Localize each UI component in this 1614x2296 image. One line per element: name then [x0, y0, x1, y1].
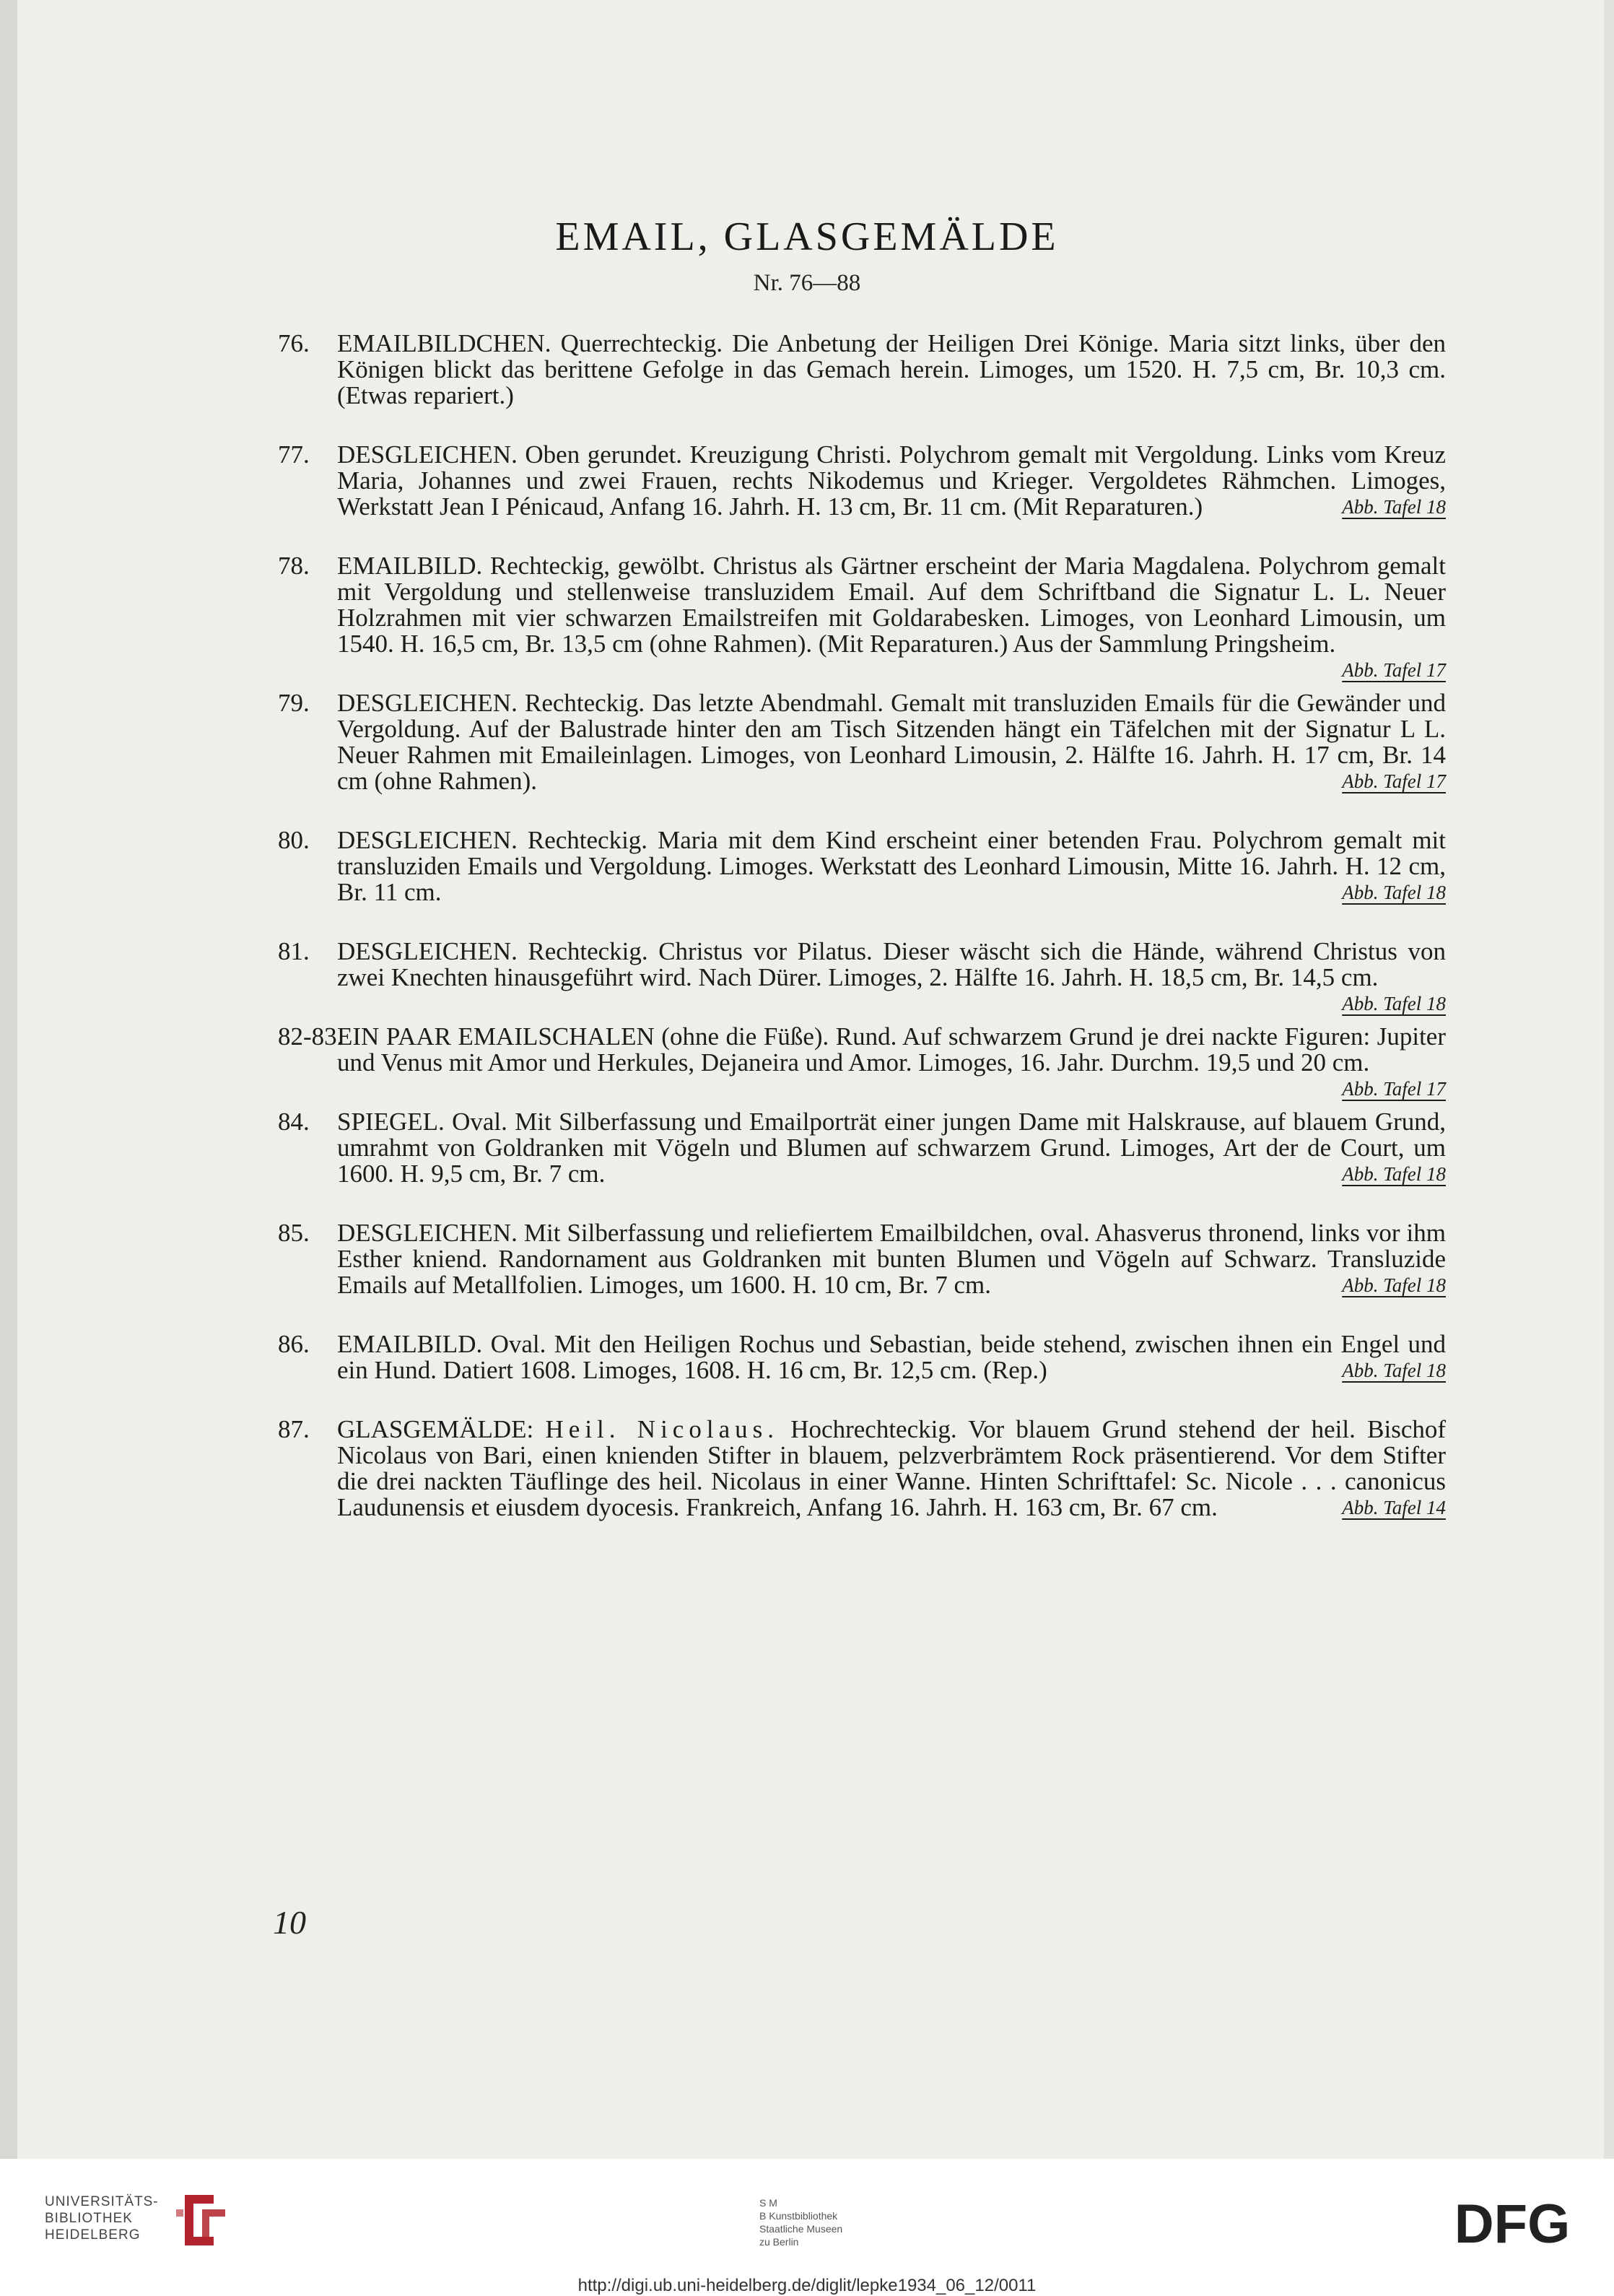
entry-spaced-name: Heil. Nicolaus. [545, 1415, 779, 1443]
entry-text [337, 1109, 1446, 1187]
entry-text [337, 827, 1446, 905]
entry-number: 81. [278, 937, 310, 965]
entry-description: DESGLEICHEN. Rechteckig. Christus vor Pilatus. Dieser wäscht sich die Hände, während Christus von zwei Knechten hinausgeführt wird. Nach Dürer. Limoges, 2. Hälfte 16. Jahrh. H. 18,5 cm, Br. 14,5 cm. [337, 937, 1446, 991]
entry-text [337, 1417, 1446, 1521]
catalog-entry-76 [278, 331, 1446, 409]
svg-text:DFG: DFG [1454, 2196, 1571, 2251]
entry-description: EIN PAAR EMAILSCHALEN (ohne die Füße). Rund. Auf schwarzem Grund je drei nackte Figuren: Jupiter und Venus mit Amor und Herkules, Dejaneira und Amor. Limoges, 16. Jahr. Durchm. 19,5 und 20 cm. [337, 1022, 1446, 1077]
entry-description: SPIEGEL. Oval. Mit Silberfassung und Emailporträt einer jungen Dame mit Halskrause, auf blauem Grund, umrahmt von Goldranken mit Vögeln und Blumen auf schwarzem Grund. Limoges, Art der de Court, um 1600. H. 9,5 cm, Br. 7 cm. [337, 1108, 1446, 1188]
catalog-entry-81 [278, 937, 1446, 1014]
catalog-entry-85 [278, 1220, 1446, 1298]
entry-text [337, 690, 1446, 794]
scan-left-edge [0, 0, 17, 2159]
entry-description: DESGLEICHEN. Mit Silberfassung und reliefiertem Emailbildchen, oval. Ahasverus thronend, links vor ihm Esther kniend. Randornament aus Goldranken mit bunten Blumen und Vögeln auf Schwarz. Transluzide Emails auf Metallfolien. Limoges, um 1600. H. 10 cm, Br. 7 cm. [337, 1219, 1446, 1299]
catalog-entry-84 [278, 1109, 1446, 1187]
plate-reference: Abb. Tafel 17 [1342, 770, 1446, 792]
page-title: EMAIL, GLASGEMÄLDE [555, 214, 1059, 259]
entry-text [337, 442, 1446, 520]
page-number: 10 [273, 1904, 306, 1941]
university-emblem-icon [170, 2188, 235, 2253]
entry-description: EMAILBILD. Rechteckig, gewölbt. Christus als Gärtner erscheint der Maria Magdalena. Polychrom gemalt mit Vergoldung und stellenweise transluzidem Email. Auf dem Schriftband die Signatur L. L. Neuer Holzrahmen mit vier schwarzen Emailstreifen mit Goldarabesken. Limoges, von Leonhard Limousin, um 1540. H. 16,5 cm, Br. 13,5 cm (ohne Rahmen). (Mit Reparaturen.) Aus der Sammlung Pringsheim. [337, 552, 1446, 658]
entry-lead: GLASGEMÄLDE: [337, 1415, 534, 1443]
entry-description: EMAILBILDCHEN. Querrechteckig. Die Anbetung der Heiligen Drei Könige. Maria sitzt links, über den Königen blickt das berittene Gefolge in das Gemach herein. Limoges, um 1520. H. 7,5 cm, Br. 10,3 cm. (Etwas repariert.) [337, 329, 1446, 409]
plate-reference: Abb. Tafel 17 [1342, 659, 1446, 681]
page-subtitle: Nr. 76—88 [753, 270, 861, 296]
entry-number: 82-83. [278, 1022, 344, 1051]
entry-number: 78. [278, 552, 310, 580]
entry-description: DESGLEICHEN. Rechteckig. Das letzte Abendmahl. Gemalt mit transluziden Emails für die Gewänder und Vergoldung. Auf der Balustrade hinter den am Tisch Sitzenden hängt ein Täfelchen mit der Signatur L L. Neuer Rahmen mit Emaileinlagen. Limoges, von Leonhard Limousin, 2. Hälfte 16. Jahrh. H. 17 cm, Br. 14 cm (ohne Rahmen). [337, 689, 1446, 795]
catalog-entry-78 [278, 552, 1446, 681]
catalog-entries [278, 331, 1446, 1521]
entry-number: 84. [278, 1108, 310, 1136]
entry-number: 86. [278, 1330, 310, 1358]
entry-number: 77. [278, 440, 310, 469]
entry-description: EMAILBILD. Oval. Mit den Heiligen Rochus und Sebastian, beide stehend, zwischen ihnen ein Engel und ein Hund. Datiert 1608. Limoges, 1608. H. 16 cm, Br. 12,5 cm. (Rep.) [337, 1330, 1446, 1384]
plate-reference: Abb. Tafel 14 [1342, 1497, 1446, 1518]
university-library-logo[interactable] [45, 2188, 232, 2253]
entry-description: DESGLEICHEN. Oben gerundet. Kreuzigung Christi. Polychrom gemalt mit Vergoldung. Links vom Kreuz Maria, Johannes und zwei Frauen, rechts Nikodemus und Krieger. Vergoldetes Rähmchen. Limoges, Werkstatt Jean I Pénicaud, Anfang 16. Jahrh. H. 13 cm, Br. 11 cm. (Mit Reparaturen.) [337, 440, 1446, 521]
entry-text [337, 1022, 1446, 1100]
entry-number: 85. [278, 1219, 310, 1247]
entry-text [337, 552, 1446, 681]
entry-number: 87. [278, 1415, 310, 1443]
entry-text [337, 331, 1446, 409]
plate-reference: Abb. Tafel 18 [1342, 1360, 1446, 1381]
entry-description: DESGLEICHEN. Rechteckig. Maria mit dem Kind erscheint einer betenden Frau. Polychrom gemalt mit transluziden Emails und Vergoldung. Limoges. Werkstatt des Leonhard Limousin, Mitte 16. Jahrh. H. 12 cm, Br. 11 cm. [337, 826, 1446, 906]
catalog-entry-87 [278, 1417, 1446, 1521]
entry-number: 79. [278, 689, 310, 717]
plate-reference: Abb. Tafel 18 [1342, 1163, 1446, 1185]
entry-text [337, 937, 1446, 1014]
dfg-logo[interactable] [1436, 2196, 1588, 2251]
permalink-url[interactable]: http://digi.ub.uni-heidelberg.de/diglit/lepke1934_06_12/0011 [577, 2276, 1037, 2295]
entry-number: 76. [278, 329, 310, 357]
scan-right-edge [1604, 0, 1614, 2159]
catalog-entry-79 [278, 690, 1446, 794]
library-ownership-stamp: S M B Kunstbibliothek Staatliche Museen zu Berlin [759, 2197, 843, 2248]
catalog-entry-77 [278, 442, 1446, 520]
plate-reference: Abb. Tafel 18 [1342, 993, 1446, 1014]
entry-text [337, 1220, 1446, 1298]
digitization-footer [0, 2159, 1614, 2296]
plate-reference: Abb. Tafel 17 [1342, 1078, 1446, 1100]
plate-reference: Abb. Tafel 18 [1342, 882, 1446, 903]
catalog-entry-86 [278, 1331, 1446, 1383]
entry-description: Hochrechteckig. Vor blauem Grund stehend der heil. Bischof Nicolaus von Bari, einen knienden Stifter in blauem, pelzverbrämtem Rock präsentierend. Vor dem Stifter die drei nackten Täuflinge des heil. Nicolaus in einer Wanne. Hinten Schrifttafel: Sc. Nicole . . . canonicus Laudunensis et eiusdem dyocesis. Frankreich, Anfang 16. Jahrh. H. 163 cm, Br. 67 cm. [337, 1415, 1447, 1521]
entry-number: 80. [278, 826, 310, 854]
catalog-entry-82-83 [278, 1022, 1446, 1100]
university-library-name: UNIVERSITÄTS- BIBLIOTHEK HEIDELBERG [45, 2194, 159, 2243]
catalog-entry-80 [278, 827, 1446, 905]
entry-text [337, 1331, 1446, 1383]
plate-reference: Abb. Tafel 18 [1342, 496, 1446, 518]
plate-reference: Abb. Tafel 18 [1342, 1274, 1446, 1296]
